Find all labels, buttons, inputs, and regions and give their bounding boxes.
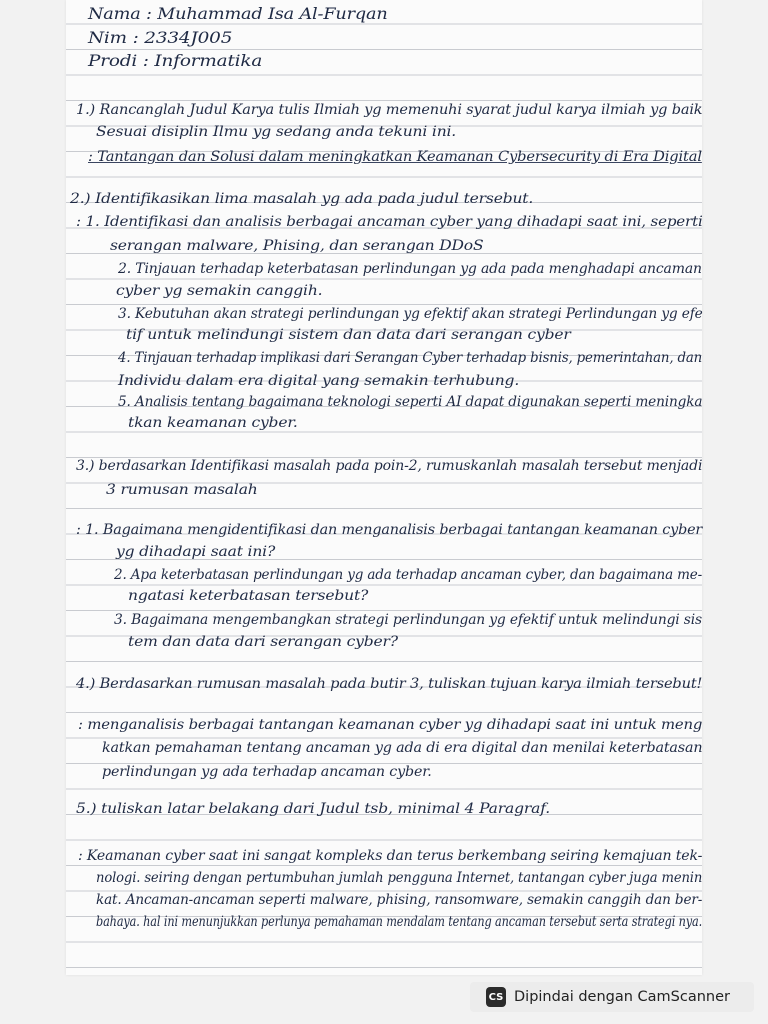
camscanner-logo-icon: CS [486, 987, 506, 1007]
camscanner-label: Dipindai dengan CamScanner [514, 989, 731, 1005]
camscanner-watermark [470, 982, 754, 1012]
q5-line-2: : Keamanan cyber saat ini sangat kompleks dan terus berkembang seiring kemajuan tek- [78, 848, 703, 864]
q3-line-6: ngatasi keterbatasan tersebut? [128, 588, 369, 604]
q4-line-1: 4.) Berdasarkan rumusan masalah pada butir 3, tuliskan tujuan karya ilmiah tersebut! [76, 676, 703, 692]
q1-answer-title: : Tantangan dan Solusi dalam meningkatkan Keamanan Cybersecurity di Era Digital [88, 149, 702, 165]
q1-line-2: Sesuai disiplin Ilmu yg sedang anda tekuni ini. [96, 124, 457, 140]
q1-line-1: 1.) Rancanglah Judul Karya tulis Ilmiah yg memenuhi syarat judul karya ilmiah yg baik [76, 102, 703, 118]
student-prodi: Prodi : Informatika [88, 51, 263, 70]
q2-line-8: 4. Tinjauan terhadap implikasi dari Serangan Cyber terhadap bisnis, pemerintahan, dan [118, 350, 703, 366]
q4-line-4: perlindungan yg ada terhadap ancaman cyber. [102, 764, 432, 780]
q2-line-11: tkan keamanan cyber. [128, 415, 298, 431]
q4-line-2: : menganalisis berbagai tantangan keamanan cyber yg dihadapi saat ini untuk meng [78, 717, 703, 733]
q4-line-3: katkan pemahaman tentang ancaman yg ada di era digital dan menilai keterbatasan [102, 740, 703, 756]
q5-line-1: 5.) tuliskan latar belakang dari Judul tsb, minimal 4 Paragraf. [76, 801, 550, 817]
q2-line-10: 5. Analisis tentang bagaimana teknologi seperti AI dapat digunakan seperti meningka [118, 394, 703, 410]
scanned-paper-sheet [66, 0, 702, 975]
student-nim: Nim : 2334J005 [88, 28, 233, 47]
q5-line-3: nologi. seiring dengan pertumbuhan jumlah pengguna Internet, tantangan cyber juga menin [96, 870, 703, 886]
q3-line-5: 2. Apa keterbatasan perlindungan yg ada terhadap ancaman cyber, dan bagaimana me- [114, 567, 703, 583]
q2-line-9: Individu dalam era digital yang semakin terhubung. [118, 373, 520, 389]
q2-line-3: serangan malware, Phising, dan serangan DDoS [110, 238, 484, 254]
q2-line-1: 2.) Identifikasikan lima masalah yg ada pada judul tersebut. [70, 191, 534, 207]
q2-line-2: : 1. Identifikasi dan analisis berbagai ancaman cyber yang dihadapi saat ini, seperti [76, 214, 703, 230]
q3-line-2: 3 rumusan masalah [106, 482, 258, 498]
student-name: Nama : Muhammad Isa Al-Furqan [88, 4, 388, 23]
q2-line-6: 3. Kebutuhan akan strategi perlindungan yg efektif akan strategi Perlindungan yg efe [118, 306, 703, 322]
q2-line-5: cyber yg semakin canggih. [116, 283, 323, 299]
q3-line-4: yg dihadapi saat ini? [116, 544, 276, 560]
q2-line-4: 2. Tinjauan terhadap keterbatasan perlindungan yg ada pada menghadapi ancaman [118, 261, 702, 277]
q3-line-7: 3. Bagaimana mengembangkan strategi perlindungan yg efektif untuk melindungi sis [114, 612, 702, 628]
q3-line-8: tem dan data dari serangan cyber? [128, 634, 398, 650]
q5-line-4: kat. Ancaman-ancaman seperti malware, phising, ransomware, semakin canggih dan ber- [96, 892, 703, 908]
q3-line-3: : 1. Bagaimana mengidentifikasi dan menganalisis berbagai tantangan keamanan cyber [76, 522, 703, 538]
q2-line-7: tif untuk melindungi sistem dan data dari serangan cyber [126, 327, 571, 343]
q3-line-1: 3.) berdasarkan Identifikasi masalah pada poin-2, rumuskanlah masalah tersebut menjadi [76, 458, 703, 474]
q5-line-5: bahaya. hal ini menunjukkan perlunya pemahaman mendalam tentang ancaman tersebut serta strategi nya. [96, 914, 703, 930]
